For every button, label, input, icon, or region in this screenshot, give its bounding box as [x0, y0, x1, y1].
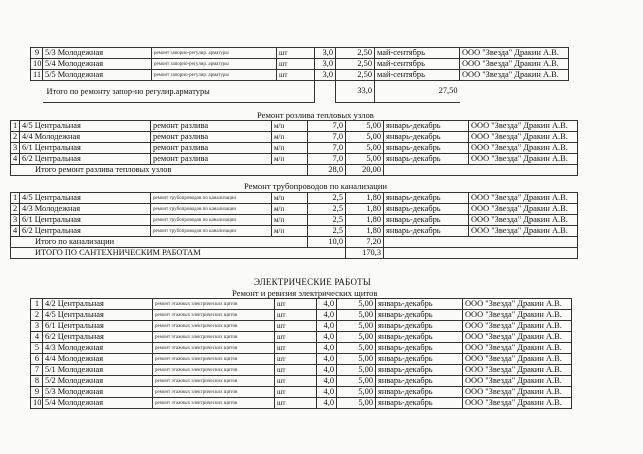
work-type-cell: ремонт этажных электрических щитов: [153, 398, 275, 409]
table-row: [31, 310, 572, 321]
contractor-cell: ООО "Звезда" Дракин А.В.: [463, 321, 572, 332]
address-cell: 4/5 Центральная: [20, 193, 151, 204]
spacer-cell: [460, 81, 569, 103]
work-type-cell: ремонт разлива: [151, 143, 272, 154]
quantity-cell: 7,0: [308, 143, 346, 154]
table-row: [11, 193, 578, 204]
unit-cell: шт: [275, 387, 317, 398]
period-cell: январь-декабрь: [376, 299, 463, 310]
contractor-cell: ООО "Звезда" Дракин А.В.: [469, 121, 578, 132]
row-number: 8: [31, 376, 43, 387]
contractor-cell: ООО "Звезда" Дракин А.В.: [469, 193, 578, 204]
heating-section-title: Ремонт розлива тепловых узлов: [257, 110, 374, 120]
row-number: 4: [11, 226, 20, 237]
table-row: [11, 121, 578, 132]
table-row: [11, 143, 578, 154]
period-cell: январь-декабрь: [376, 387, 463, 398]
period-cell: январь-декабрь: [384, 226, 469, 237]
spacer-cell: [384, 248, 578, 259]
grand-total-label: ИТОГО ПО САНТЕХНИЧЕСКИМ РАБОТАМ: [11, 248, 346, 259]
unit-cell: шт: [275, 365, 317, 376]
table-row: [31, 398, 572, 409]
amount-cell: 2,50: [336, 48, 375, 59]
total-amount: 20,00: [346, 165, 384, 176]
contractor-cell: ООО "Звезда" Дракин А.В.: [463, 365, 572, 376]
unit-cell: шт: [275, 332, 317, 343]
quantity-cell: 4,0: [317, 354, 337, 365]
period-cell: январь-декабрь: [376, 365, 463, 376]
row-number: 11: [31, 70, 43, 81]
grand-total-amount: 170,3: [346, 248, 384, 259]
address-cell: 4/5 Центральная: [20, 121, 151, 132]
quantity-cell: 7,0: [308, 154, 346, 165]
contractor-cell: ООО "Звезда" Дракин А.В.: [463, 343, 572, 354]
period-cell: январь-декабрь: [376, 343, 463, 354]
unit-cell: м/п: [272, 154, 308, 165]
amount-cell: 5,00: [337, 354, 376, 365]
address-cell: 6/2 Центральная: [20, 226, 151, 237]
row-number: 1: [31, 299, 43, 310]
row-number: 2: [11, 204, 20, 215]
quantity-cell: 4,0: [317, 299, 337, 310]
period-cell: январь-декабрь: [384, 215, 469, 226]
row-number: 2: [11, 132, 20, 143]
total-row: [11, 237, 578, 248]
amount-cell: 1,80: [346, 204, 384, 215]
address-cell: 6/1 Центральная: [20, 215, 151, 226]
row-number: 5: [31, 343, 43, 354]
total-quantity: 33,0: [336, 81, 375, 103]
total-amount: 7,20: [346, 237, 384, 248]
contractor-cell: ООО "Звезда" Дракин А.В.: [463, 387, 572, 398]
address-cell: 6/2 Центральная: [20, 154, 151, 165]
work-type-cell: ремонт трубопроводов по канализации: [151, 204, 272, 215]
period-cell: январь-декабрь: [376, 354, 463, 365]
amount-cell: 5,00: [337, 376, 376, 387]
address-cell: 6/1 Центральная: [43, 321, 153, 332]
quantity-cell: 4,0: [317, 332, 337, 343]
work-type-cell: ремонт этажных электрических щитов: [153, 332, 275, 343]
unit-cell: шт: [275, 343, 317, 354]
contractor-cell: ООО "Звезда" Дракин А.В.: [463, 310, 572, 321]
period-cell: январь-декабрь: [384, 154, 469, 165]
work-type-cell: ремонт разлива: [151, 121, 272, 132]
row-number: 2: [31, 310, 43, 321]
total-amount: 27,50: [375, 81, 460, 103]
table-row: [11, 154, 578, 165]
table-row: [31, 48, 569, 59]
unit-cell: м/п: [272, 121, 308, 132]
period-cell: январь-декабрь: [384, 121, 469, 132]
sewer-section-title: Ремонт трубопроводов по канализации: [244, 181, 388, 191]
work-type-cell: ремонт трубопроводов по канализации: [151, 226, 272, 237]
spacer-cell: [31, 81, 43, 103]
table-row: [31, 365, 572, 376]
table-row: [31, 376, 572, 387]
address-cell: 4/4 Молодежная: [43, 354, 153, 365]
amount-cell: 5,00: [346, 121, 384, 132]
amount-cell: 5,00: [337, 332, 376, 343]
address-cell: 6/1 Центральная: [20, 143, 151, 154]
amount-cell: 2,50: [336, 59, 375, 70]
unit-cell: м/п: [272, 226, 308, 237]
address-cell: 5/4 Молодежная: [43, 398, 153, 409]
quantity-cell: 4,0: [317, 376, 337, 387]
period-cell: май-сентябрь: [375, 70, 460, 81]
quantity-cell: 2,5: [308, 193, 346, 204]
electrical-repair-table: [30, 298, 572, 409]
address-cell: 5/3 Молодежная: [43, 387, 153, 398]
work-type-cell: ремонт трубопроводов по канализации: [151, 215, 272, 226]
table-row: [31, 321, 572, 332]
total-blank: [315, 81, 336, 103]
amount-cell: 5,00: [337, 299, 376, 310]
table-row: [31, 343, 572, 354]
table-row: [31, 332, 572, 343]
address-cell: 5/3 Молодежная: [43, 48, 152, 59]
total-quantity: 28,0: [308, 165, 346, 176]
unit-cell: м/п: [272, 215, 308, 226]
work-type-cell: ремонт этажных электрических щитов: [153, 354, 275, 365]
contractor-cell: ООО "Звезда" Дракин А.В.: [460, 48, 569, 59]
total-row: [31, 81, 569, 103]
address-cell: 4/2 Центральная: [43, 299, 153, 310]
amount-cell: 1,80: [346, 226, 384, 237]
contractor-cell: ООО "Звезда" Дракин А.В.: [463, 354, 572, 365]
period-cell: январь-декабрь: [384, 193, 469, 204]
table-row: [31, 387, 572, 398]
contractor-cell: ООО "Звезда" Дракин А.В.: [463, 398, 572, 409]
work-type-cell: ремонт разлива: [151, 132, 272, 143]
total-label: Итого по ремонту запор-но регулир.арматуры: [43, 81, 315, 103]
contractor-cell: ООО "Звезда" Дракин А.В.: [463, 376, 572, 387]
unit-cell: м/п: [272, 143, 308, 154]
unit-cell: м/п: [272, 132, 308, 143]
row-number: 9: [31, 387, 43, 398]
contractor-cell: ООО "Звезда" Дракин А.В.: [469, 226, 578, 237]
unit-cell: шт: [275, 321, 317, 332]
work-type-cell: ремонт запорно-регулир. арматуры: [152, 59, 277, 70]
period-cell: январь-декабрь: [376, 376, 463, 387]
address-cell: 4/4 Молодежная: [20, 132, 151, 143]
contractor-cell: ООО "Звезда" Дракин А.В.: [463, 299, 572, 310]
contractor-cell: ООО "Звезда" Дракин А.В.: [469, 154, 578, 165]
work-type-cell: ремонт этажных электрических щитов: [153, 321, 275, 332]
total-label: Итого по канализации: [11, 237, 308, 248]
address-cell: 5/5 Молодежная: [43, 70, 152, 81]
unit-cell: шт: [277, 59, 315, 70]
contractor-cell: ООО "Звезда" Дракин А.В.: [460, 59, 569, 70]
row-number: 6: [31, 354, 43, 365]
quantity-cell: 3,0: [315, 70, 336, 81]
address-cell: 4/5 Центральная: [43, 310, 153, 321]
quantity-cell: 4,0: [317, 365, 337, 376]
total-label: Итого ремонт разлива тепловых узлов: [11, 165, 308, 176]
unit-cell: шт: [275, 310, 317, 321]
amount-cell: 1,80: [346, 193, 384, 204]
table-row: [31, 354, 572, 365]
row-number: 10: [31, 59, 43, 70]
electrical-heading: ЭЛЕКТРИЧЕСКИЕ РАБОТЫ: [254, 277, 371, 287]
row-number: 1: [11, 121, 20, 132]
quantity-cell: 4,0: [317, 343, 337, 354]
table-row: [11, 226, 578, 237]
amount-cell: 5,00: [346, 143, 384, 154]
amount-cell: 5,00: [346, 154, 384, 165]
work-type-cell: ремонт этажных электрических щитов: [153, 376, 275, 387]
period-cell: январь-декабрь: [384, 204, 469, 215]
valves-repair-table: [30, 47, 569, 103]
unit-cell: шт: [275, 299, 317, 310]
contractor-cell: ООО "Звезда" Дракин А.В.: [469, 204, 578, 215]
period-cell: январь-декабрь: [376, 398, 463, 409]
address-cell: 5/4 Молодежная: [43, 59, 152, 70]
contractor-cell: ООО "Звезда" Дракин А.В.: [463, 332, 572, 343]
amount-cell: 5,00: [337, 387, 376, 398]
table-row: [31, 70, 569, 81]
unit-cell: шт: [275, 354, 317, 365]
address-cell: 6/2 Центральная: [43, 332, 153, 343]
contractor-cell: ООО "Звезда" Дракин А.В.: [469, 132, 578, 143]
work-type-cell: ремонт трубопроводов по канализации: [151, 193, 272, 204]
table-row: [11, 204, 578, 215]
row-number: 3: [11, 143, 20, 154]
work-type-cell: ремонт запорно-регулир. арматуры: [152, 70, 277, 81]
row-number: 9: [31, 48, 43, 59]
amount-cell: 5,00: [337, 398, 376, 409]
total-row: [11, 165, 578, 176]
row-number: 3: [31, 321, 43, 332]
quantity-cell: 3,0: [315, 48, 336, 59]
unit-cell: м/п: [272, 204, 308, 215]
amount-cell: 5,00: [337, 321, 376, 332]
period-cell: январь-декабрь: [376, 321, 463, 332]
unit-cell: м/п: [272, 193, 308, 204]
period-cell: май-сентябрь: [375, 48, 460, 59]
heating-repair-table: [10, 120, 578, 176]
spacer-cell: [384, 165, 578, 176]
row-number: 1: [11, 193, 20, 204]
electrical-section-title: Ремонт и ревизия электрических щитов: [232, 288, 378, 298]
contractor-cell: ООО "Звезда" Дракин А.В.: [469, 143, 578, 154]
address-cell: 5/2 Молодежная: [43, 376, 153, 387]
unit-cell: шт: [275, 376, 317, 387]
address-cell: 5/1 Молодежная: [43, 365, 153, 376]
amount-cell: 5,00: [337, 310, 376, 321]
quantity-cell: 4,0: [317, 321, 337, 332]
amount-cell: 5,00: [346, 132, 384, 143]
quantity-cell: 7,0: [308, 132, 346, 143]
amount-cell: 1,80: [346, 215, 384, 226]
address-cell: 4/3 Молодежная: [20, 204, 151, 215]
amount-cell: 5,00: [337, 365, 376, 376]
quantity-cell: 2,5: [308, 204, 346, 215]
unit-cell: шт: [277, 70, 315, 81]
contractor-cell: ООО "Звезда" Дракин А.В.: [460, 70, 569, 81]
work-type-cell: ремонт этажных электрических щитов: [153, 387, 275, 398]
quantity-cell: 7,0: [308, 121, 346, 132]
period-cell: январь-декабрь: [376, 332, 463, 343]
period-cell: май-сентябрь: [375, 59, 460, 70]
work-type-cell: ремонт этажных электрических щитов: [153, 310, 275, 321]
table-row: [11, 132, 578, 143]
period-cell: январь-декабрь: [376, 310, 463, 321]
table-row: [31, 59, 569, 70]
quantity-cell: 3,0: [315, 59, 336, 70]
quantity-cell: 2,5: [308, 215, 346, 226]
quantity-cell: 4,0: [317, 398, 337, 409]
work-type-cell: ремонт запорно-регулир. арматуры: [152, 48, 277, 59]
contractor-cell: ООО "Звезда" Дракин А.В.: [469, 215, 578, 226]
quantity-cell: 4,0: [317, 387, 337, 398]
quantity-cell: 4,0: [317, 310, 337, 321]
work-type-cell: ремонт этажных электрических щитов: [153, 299, 275, 310]
table-row: [31, 299, 572, 310]
row-number: 7: [31, 365, 43, 376]
row-number: 3: [11, 215, 20, 226]
amount-cell: 2,50: [336, 70, 375, 81]
row-number: 4: [31, 332, 43, 343]
sewer-repair-table: [10, 192, 578, 259]
unit-cell: шт: [277, 48, 315, 59]
address-cell: 4/3 Молодежная: [43, 343, 153, 354]
spacer-cell: [384, 237, 578, 248]
row-number: 4: [11, 154, 20, 165]
total-quantity: 10,0: [308, 237, 346, 248]
work-type-cell: ремонт этажных электрических щитов: [153, 365, 275, 376]
work-type-cell: ремонт разлива: [151, 154, 272, 165]
period-cell: январь-декабрь: [384, 143, 469, 154]
amount-cell: 5,00: [337, 343, 376, 354]
row-number: 10: [31, 398, 43, 409]
period-cell: январь-декабрь: [384, 132, 469, 143]
table-row: [11, 215, 578, 226]
grand-total-row: [11, 248, 578, 259]
quantity-cell: 2,5: [308, 226, 346, 237]
unit-cell: шт: [275, 398, 317, 409]
work-type-cell: ремонт этажных электрических щитов: [153, 343, 275, 354]
